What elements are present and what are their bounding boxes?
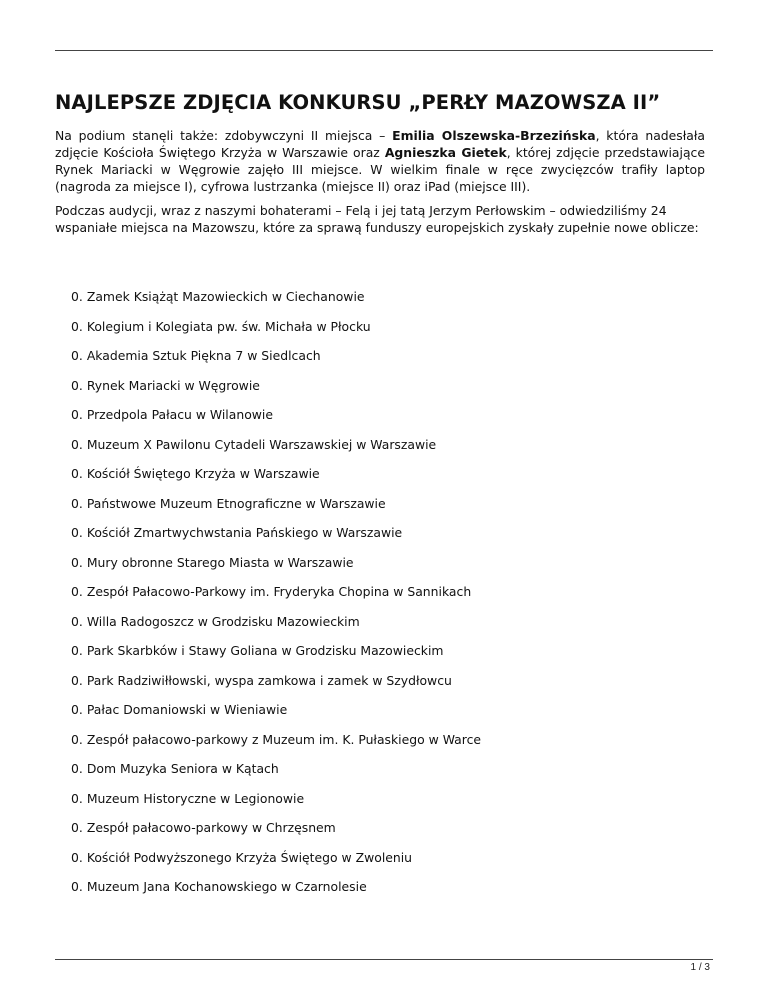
intro-paragraph: Podczas audycji, wraz z naszymi bohaterami – Felą i jej tatą Jerzym Perłowskim – odwiedziliśmy 24 wspaniałe miejsca na Mazowszu, które za sprawą funduszy europejskich zyskały zupełnie nowe oblicze: bbox=[55, 203, 699, 235]
list-item-number: 0. bbox=[71, 761, 83, 776]
list-item-number: 0. bbox=[71, 820, 83, 835]
list-item-label: Kościół Świętego Krzyża w Warszawie bbox=[86, 466, 320, 481]
winners-text-3: , której zdjęcie przedstawiające Rynek Mariacki w Węgrowie zajęło III miejsce. W wielkim finale w ręce zwycięzców trafiły laptop (nagroda za miejsce I), cyfrowa lustrzanka (miejsce II) oraz iPad (miejsce III). bbox=[55, 145, 705, 194]
list-item bbox=[71, 790, 481, 820]
list-item-label: Rynek Mariacki w Węgrowie bbox=[86, 377, 260, 393]
list-item-label: Muzeum Historyczne w Legionowie bbox=[86, 790, 305, 806]
list-item bbox=[71, 377, 481, 407]
winners-text-2: , która nadesłała zdjęcie Kościoła Świętego Krzyża w Warszawie oraz bbox=[55, 128, 705, 160]
list-item-label: Park Radziwiłłowski, wyspa zamkowa i zamek w Szydłowcu bbox=[86, 672, 452, 688]
list-item-label: Zespół pałacowo-parkowy w Chrzęsnem bbox=[86, 820, 336, 835]
page-number: 1 / 3 bbox=[690, 962, 710, 973]
list-item-label: Zespół pałacowo-parkowy z Muzeum im. K. Pułaskiego w Warce bbox=[86, 731, 482, 747]
list-item-label: Dom Muzyka Seniora w Kątach bbox=[86, 761, 279, 776]
list-item bbox=[71, 524, 481, 554]
list-item-label: Przedpola Pałacu w Wilanowie bbox=[86, 407, 273, 422]
list-item bbox=[71, 318, 481, 348]
list-item-label: Mury obronne Starego Miasta w Warszawie bbox=[86, 554, 354, 570]
second-place-winner: Emilia Olszewska-Brzezińska bbox=[392, 128, 596, 143]
list-item bbox=[71, 495, 481, 525]
list-item-label: Muzeum X Pawilonu Cytadeli Warszawskiej w Warszawie bbox=[86, 436, 437, 452]
list-item-number: 0. bbox=[71, 849, 83, 865]
list-item-number: 0. bbox=[71, 466, 83, 481]
list-item-label: Muzeum Jana Kochanowskiego w Czarnolesie bbox=[86, 879, 367, 894]
list-item bbox=[71, 672, 481, 702]
list-item-label: Willa Radogoszcz w Grodzisku Mazowieckim bbox=[86, 613, 360, 629]
list-item-label: Państwowe Muzeum Etnograficzne w Warszawie bbox=[86, 495, 386, 511]
list-item-label: Park Skarbków i Stawy Goliana w Grodzisku Mazowieckim bbox=[86, 643, 444, 658]
list-item-number: 0. bbox=[71, 318, 83, 334]
list-item bbox=[71, 465, 481, 495]
list-item bbox=[71, 613, 481, 643]
list-item-label: Kościół Zmartwychwstania Pańskiego w Warszawie bbox=[86, 525, 403, 540]
list-item-label: Akademia Sztuk Piękna 7 w Siedlcach bbox=[86, 348, 321, 363]
list-item bbox=[71, 406, 481, 436]
list-item-number: 0. bbox=[71, 525, 83, 540]
places-list bbox=[71, 288, 481, 908]
list-item bbox=[71, 760, 481, 790]
list-item-number: 0. bbox=[71, 790, 83, 806]
list-item-number: 0. bbox=[71, 584, 83, 599]
footer-divider bbox=[55, 959, 713, 960]
list-item-number: 0. bbox=[71, 407, 83, 422]
list-item bbox=[71, 878, 481, 908]
list-item bbox=[71, 701, 481, 731]
list-item bbox=[71, 819, 481, 849]
list-item-number: 0. bbox=[71, 377, 83, 393]
list-item-number: 0. bbox=[71, 436, 83, 452]
list-item-number: 0. bbox=[71, 672, 83, 688]
list-item bbox=[71, 554, 481, 584]
list-item-number: 0. bbox=[71, 643, 83, 658]
list-item-label: Zespół Pałacowo-Parkowy im. Fryderyka Chopina w Sannikach bbox=[86, 584, 472, 599]
page-title: NAJLEPSZE ZDJĘCIA KONKURSU „PERŁY MAZOWSZA II” bbox=[55, 91, 661, 114]
third-place-winner: Agnieszka Gietek bbox=[384, 145, 507, 160]
list-item-number: 0. bbox=[71, 702, 83, 717]
list-item-number: 0. bbox=[71, 495, 83, 511]
list-item-label: Kolegium i Kolegiata pw. św. Michała w Płocku bbox=[86, 318, 371, 334]
list-item-label: Zamek Książąt Mazowieckich w Ciechanowie bbox=[86, 289, 365, 304]
list-item bbox=[71, 731, 481, 761]
list-item bbox=[71, 849, 481, 879]
list-item-number: 0. bbox=[71, 879, 83, 894]
winners-text-1: Na podium stanęli także: zdobywczyni II miejsca – bbox=[55, 128, 393, 143]
header-divider bbox=[55, 50, 713, 51]
list-item-label: Kościół Podwyższonego Krzyża Świętego w Zwoleniu bbox=[86, 849, 413, 865]
list-item bbox=[71, 583, 481, 613]
winners-paragraph bbox=[55, 127, 705, 195]
list-item-number: 0. bbox=[71, 613, 83, 629]
list-item bbox=[71, 642, 481, 672]
list-item-number: 0. bbox=[71, 348, 83, 363]
list-item-number: 0. bbox=[71, 554, 83, 570]
list-item bbox=[71, 288, 481, 318]
list-item-number: 0. bbox=[71, 289, 83, 304]
list-item bbox=[71, 347, 481, 377]
list-item-label: Pałac Domaniowski w Wieniawie bbox=[86, 702, 288, 717]
list-item bbox=[71, 436, 481, 466]
list-item-number: 0. bbox=[71, 731, 83, 747]
